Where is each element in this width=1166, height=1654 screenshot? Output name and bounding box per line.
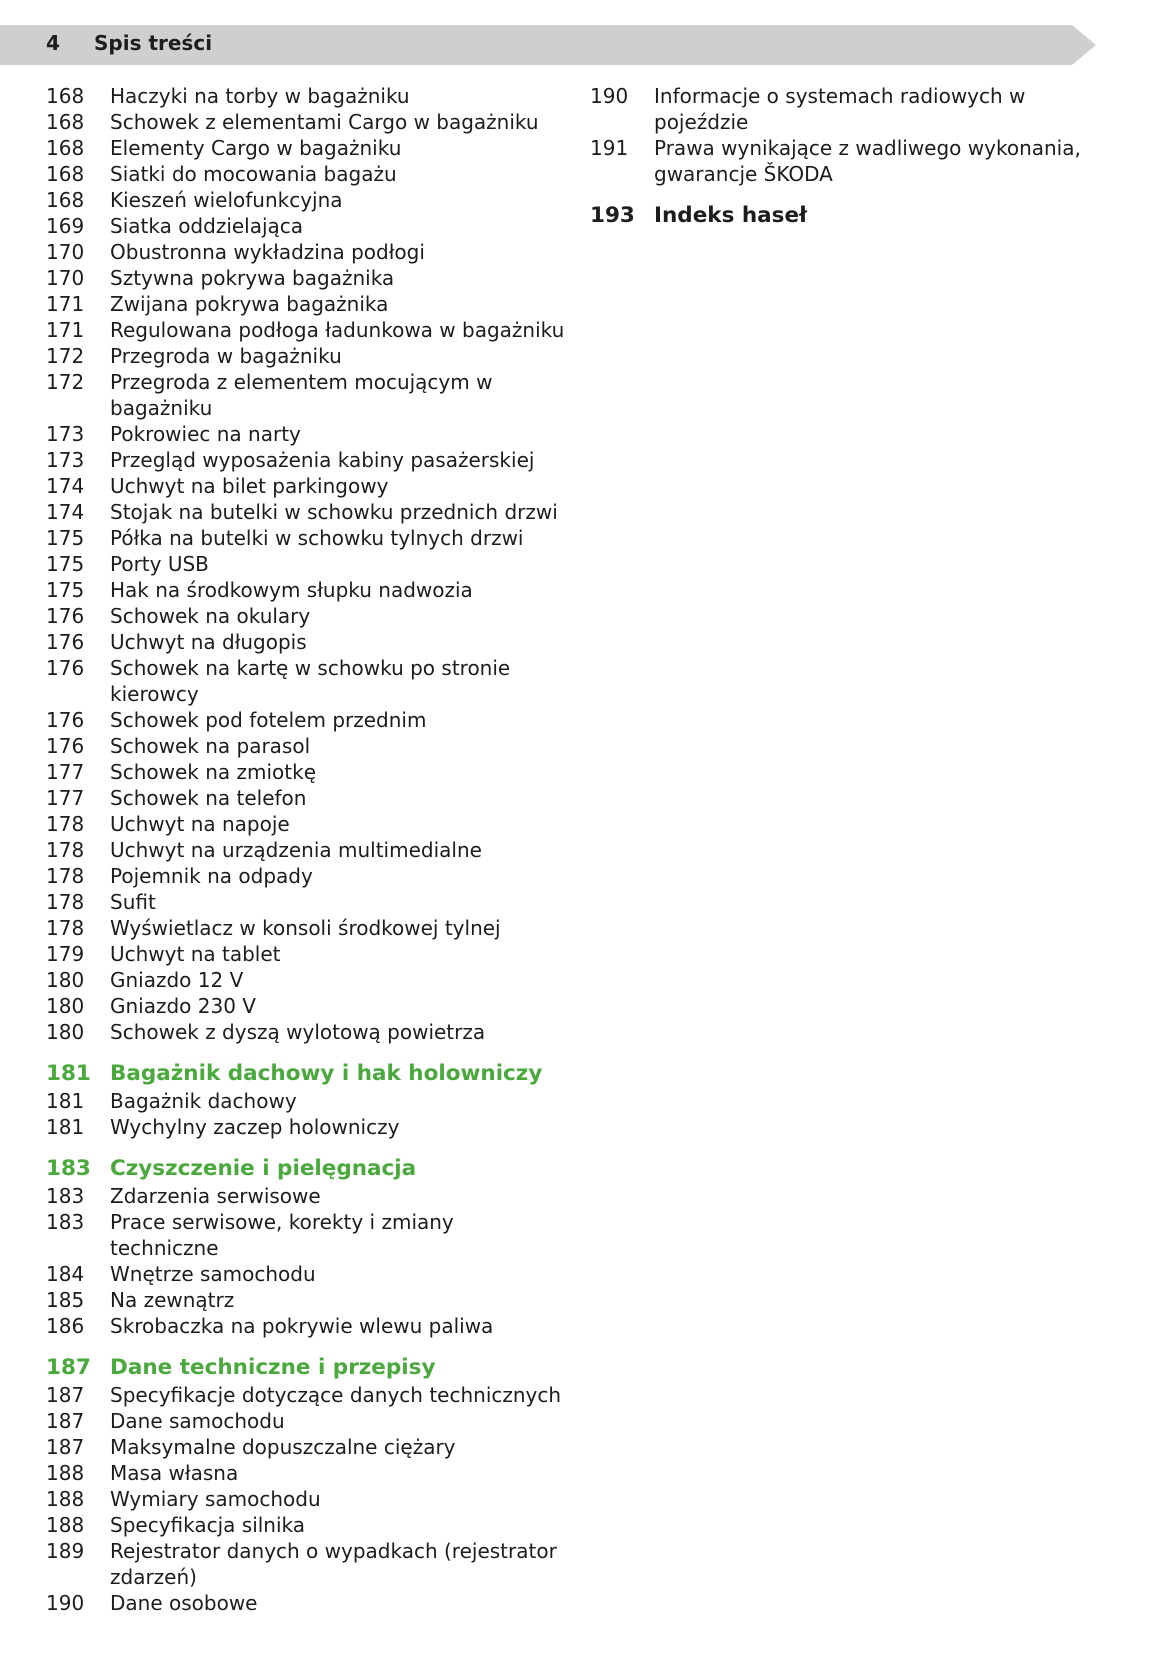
toc-entry-title: Czyszczenie i pielęgnacja: [110, 1156, 417, 1181]
toc-entry-title: Masa własna: [110, 1461, 239, 1485]
toc-entry[interactable]: [46, 317, 566, 343]
toc-entry-title: Porty USB: [110, 552, 209, 576]
toc-page-number: 174: [46, 474, 85, 498]
toc-entry[interactable]: [46, 1408, 566, 1434]
toc-entry-title: Zdarzenia serwisowe: [110, 1184, 321, 1208]
toc-entry[interactable]: [46, 239, 566, 265]
toc-entry[interactable]: [46, 1538, 566, 1590]
toc-entry[interactable]: [46, 187, 566, 213]
toc-entry-title: Stojak na butelki w schowku przednich drzwi: [110, 500, 558, 524]
toc-page-number: 184: [46, 1262, 85, 1286]
toc-entry-title: Rejestrator danych o wypadkach (rejestrator zdarzeń): [110, 1539, 557, 1589]
page-number: 4: [46, 31, 60, 55]
toc-entry[interactable]: [46, 1434, 566, 1460]
toc-entry-title: Prawa wynikające z wadliwego wykonania, gwarancje ŠKODA: [654, 136, 1081, 186]
toc-page-number: 190: [590, 84, 629, 108]
toc-page-number: 180: [46, 994, 85, 1018]
toc-entry[interactable]: [46, 447, 566, 473]
toc-entry-title: Zwijana pokrywa bagażnika: [110, 292, 389, 316]
toc-entry[interactable]: [46, 161, 566, 187]
toc-section-heading[interactable]: [46, 1155, 566, 1183]
toc-page-number: 169: [46, 214, 85, 238]
toc-page-number: 172: [46, 344, 85, 368]
toc-entry[interactable]: [590, 83, 1100, 135]
toc-entry-title: Dane techniczne i przepisy: [110, 1355, 436, 1380]
toc-page-number: 168: [46, 162, 85, 186]
toc-entry[interactable]: [46, 473, 566, 499]
toc-entry-title: Na zewnątrz: [110, 1288, 235, 1312]
toc-entry[interactable]: [46, 1261, 566, 1287]
toc-page-number: 178: [46, 838, 85, 862]
toc-page-number: 186: [46, 1314, 85, 1338]
toc-entry[interactable]: [46, 889, 566, 915]
toc-entry[interactable]: [46, 1287, 566, 1313]
toc-entry[interactable]: [46, 941, 566, 967]
toc-entry-title: Wnętrze samochodu: [110, 1262, 316, 1286]
toc-entry-title: Gniazdo 230 V: [110, 994, 256, 1018]
toc-entry[interactable]: [46, 733, 566, 759]
toc-entry-title: Siatki do mocowania bagażu: [110, 162, 397, 186]
toc-entry-title: Schowek na zmiotkę: [110, 760, 316, 784]
toc-entry-title: Prace serwisowe, korekty i zmiany techniczne: [110, 1210, 454, 1260]
toc-entry-title: Schowek pod fotelem przednim: [110, 708, 427, 732]
toc-entry-title: Przegląd wyposażenia kabiny pasażerskiej: [110, 448, 535, 472]
toc-page-number: 181: [46, 1061, 91, 1086]
toc-entry[interactable]: [46, 499, 566, 525]
toc-entry[interactable]: [46, 1460, 566, 1486]
toc-right-column: [590, 83, 1100, 230]
toc-entry-title: Maksymalne dopuszczalne ciężary: [110, 1435, 456, 1459]
toc-entry[interactable]: [46, 785, 566, 811]
toc-entry[interactable]: [46, 1019, 566, 1045]
toc-page-number: 188: [46, 1487, 85, 1511]
toc-entry-title: Przegroda z elementem mocującym w bagażniku: [110, 370, 493, 420]
toc-page-number: 193: [590, 203, 635, 228]
toc-entry-title: Dane osobowe: [110, 1591, 258, 1615]
toc-entry-title: Skrobaczka na pokrywie wlewu paliwa: [110, 1314, 494, 1338]
toc-entry-title: Bagażnik dachowy: [110, 1089, 297, 1113]
toc-entry-title: Schowek z dyszą wylotową powietrza: [110, 1020, 486, 1044]
toc-section-heading[interactable]: [590, 202, 1100, 230]
toc-entry-title: Przegroda w bagażniku: [110, 344, 342, 368]
toc-entry[interactable]: [46, 1590, 566, 1616]
toc-page-number: 172: [46, 370, 85, 394]
toc-page-number: 178: [46, 916, 85, 940]
toc-page-number: 177: [46, 760, 85, 784]
toc-page-number: 181: [46, 1115, 85, 1139]
toc-entry-title: Uchwyt na napoje: [110, 812, 290, 836]
toc-page-number: 168: [46, 136, 85, 160]
toc-entry[interactable]: [46, 1088, 566, 1114]
toc-entry[interactable]: [46, 707, 566, 733]
toc-entry-title: Indeks haseł: [654, 203, 808, 228]
toc-entry-title: Regulowana podłoga ładunkowa w bagażniku: [110, 318, 565, 342]
toc-entry-title: Specyfikacja silnika: [110, 1513, 306, 1537]
toc-entry-title: Sztywna pokrywa bagażnika: [110, 266, 395, 290]
toc-entry-title: Dane samochodu: [110, 1409, 285, 1433]
toc-page-number: 180: [46, 968, 85, 992]
toc-page-number: 176: [46, 656, 85, 680]
toc-entry[interactable]: [46, 525, 566, 551]
toc-entry[interactable]: [46, 551, 566, 577]
toc-entry-title: Haczyki na torby w bagażniku: [110, 84, 410, 108]
toc-page-number: 168: [46, 110, 85, 134]
page-title: Spis treści: [94, 31, 213, 55]
toc-page-number: 175: [46, 552, 85, 576]
toc-page-number: 168: [46, 84, 85, 108]
toc-entry-title: Pojemnik na odpady: [110, 864, 313, 888]
toc-page-number: 187: [46, 1383, 85, 1407]
toc-page-number: 179: [46, 942, 85, 966]
toc-page-number: 180: [46, 1020, 85, 1044]
toc-page-number: 170: [46, 266, 85, 290]
toc-page-number: 177: [46, 786, 85, 810]
toc-entry-title: Półka na butelki w schowku tylnych drzwi: [110, 526, 524, 550]
toc-entry-title: Specyfikacje dotyczące danych technicznych: [110, 1383, 562, 1407]
toc-page-number: 183: [46, 1156, 91, 1181]
toc-section-heading[interactable]: [46, 1354, 566, 1382]
toc-entry[interactable]: [46, 993, 566, 1019]
toc-page-number: 187: [46, 1355, 91, 1380]
toc-page-number: 178: [46, 812, 85, 836]
toc-page-number: 178: [46, 864, 85, 888]
toc-entry-title: Informacje o systemach radiowych w pojeździe: [654, 84, 1026, 134]
toc-page-number: 170: [46, 240, 85, 264]
toc-entry[interactable]: [46, 1114, 566, 1140]
toc-page-number: 181: [46, 1089, 85, 1113]
toc-entry-title: Schowek na kartę w schowku po stronie kierowcy: [110, 656, 511, 706]
toc-entry[interactable]: [46, 135, 566, 161]
toc-page-number: 171: [46, 318, 85, 342]
toc-entry[interactable]: [46, 863, 566, 889]
toc-page-number: 187: [46, 1435, 85, 1459]
toc-page-number: 190: [46, 1591, 85, 1615]
toc-entry[interactable]: [46, 265, 566, 291]
toc-entry[interactable]: [46, 915, 566, 941]
toc-page-number: 185: [46, 1288, 85, 1312]
toc-entry[interactable]: [46, 291, 566, 317]
toc-entry-title: Obustronna wykładzina podłogi: [110, 240, 425, 264]
toc-page-number: 188: [46, 1461, 85, 1485]
toc-entry-title: Gniazdo 12 V: [110, 968, 244, 992]
toc-entry-title: Uchwyt na bilet parkingowy: [110, 474, 389, 498]
toc-entry-title: Wymiary samochodu: [110, 1487, 321, 1511]
toc-page-number: 176: [46, 708, 85, 732]
toc-left-column: [46, 83, 566, 1616]
toc-section-heading[interactable]: [46, 1060, 566, 1088]
toc-page-number: 183: [46, 1184, 85, 1208]
toc-entry-title: Wychylny zaczep holowniczy: [110, 1115, 400, 1139]
toc-entry[interactable]: [46, 343, 566, 369]
toc-page-number: 176: [46, 630, 85, 654]
toc-page-number: 176: [46, 604, 85, 628]
toc-entry[interactable]: [46, 369, 566, 421]
toc-entry[interactable]: [46, 759, 566, 785]
toc-entry[interactable]: [46, 655, 566, 707]
toc-page-number: 188: [46, 1513, 85, 1537]
toc-entry[interactable]: [46, 603, 566, 629]
toc-entry-title: Schowek na telefon: [110, 786, 307, 810]
toc-page-number: 173: [46, 448, 85, 472]
toc-entry[interactable]: [46, 83, 566, 109]
toc-page-number: 183: [46, 1210, 85, 1234]
toc-page-number: 175: [46, 526, 85, 550]
toc-entry-title: Elementy Cargo w bagażniku: [110, 136, 402, 160]
toc-entry[interactable]: [590, 135, 1100, 187]
toc-entry-title: Schowek na okulary: [110, 604, 311, 628]
toc-entry-title: Pokrowiec na narty: [110, 422, 301, 446]
toc-entry[interactable]: [46, 837, 566, 863]
toc-entry[interactable]: [46, 1183, 566, 1209]
toc-page-number: 168: [46, 188, 85, 212]
toc-entry-title: Wyświetlacz w konsoli środkowej tylnej: [110, 916, 501, 940]
toc-page-number: 171: [46, 292, 85, 316]
toc-entry-title: Schowek na parasol: [110, 734, 311, 758]
toc-page-number: 175: [46, 578, 85, 602]
toc-entry[interactable]: [46, 1486, 566, 1512]
toc-entry-title: Schowek z elementami Cargo w bagażniku: [110, 110, 539, 134]
toc-page-number: 173: [46, 422, 85, 446]
toc-page-number: 174: [46, 500, 85, 524]
toc-entry[interactable]: [46, 213, 566, 239]
toc-entry[interactable]: [46, 1209, 566, 1261]
toc-entry-title: Uchwyt na tablet: [110, 942, 281, 966]
toc-entry[interactable]: [46, 421, 566, 447]
toc-entry[interactable]: [46, 1313, 566, 1339]
toc-page-number: 187: [46, 1409, 85, 1433]
toc-page-number: 178: [46, 890, 85, 914]
toc-entry[interactable]: [46, 811, 566, 837]
toc-entry[interactable]: [46, 109, 566, 135]
toc-entry-title: Sufit: [110, 890, 156, 914]
toc-page-number: 189: [46, 1539, 85, 1563]
toc-page-number: 191: [590, 136, 629, 160]
toc-page-number: 176: [46, 734, 85, 758]
toc-entry[interactable]: [46, 629, 566, 655]
toc-entry-title: Siatka oddzielająca: [110, 214, 304, 238]
toc-entry-title: Bagażnik dachowy i hak holowniczy: [110, 1061, 543, 1086]
toc-entry-title: Kieszeń wielofunkcyjna: [110, 188, 343, 212]
toc-entry[interactable]: [46, 1382, 566, 1408]
toc-entry[interactable]: [46, 967, 566, 993]
toc-entry-title: Uchwyt na urządzenia multimedialne: [110, 838, 482, 862]
toc-entry[interactable]: [46, 577, 566, 603]
toc-entry[interactable]: [46, 1512, 566, 1538]
toc-entry-title: Uchwyt na długopis: [110, 630, 307, 654]
toc-entry-title: Hak na środkowym słupku nadwozia: [110, 578, 473, 602]
